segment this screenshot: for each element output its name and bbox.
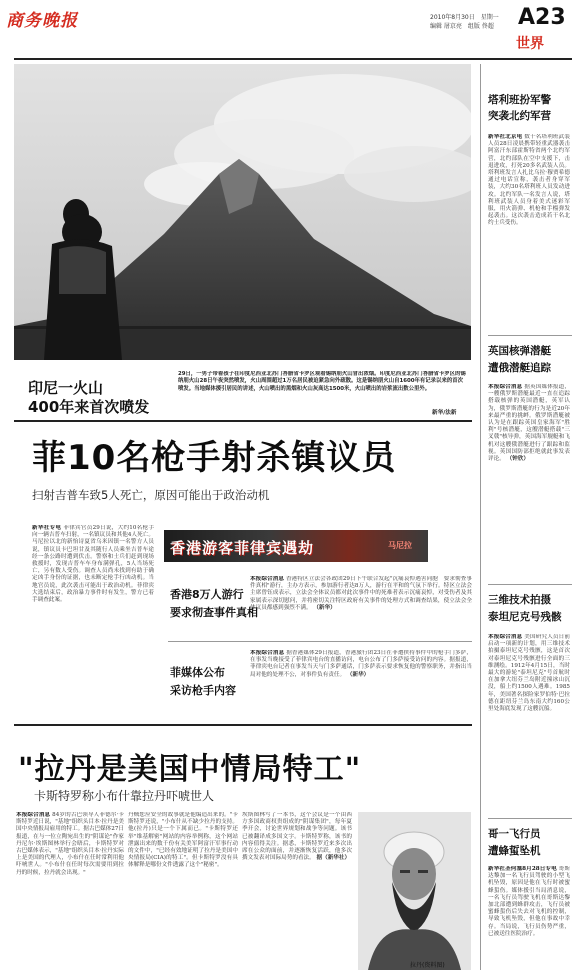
titanic-headline-2: 泰坦尼克号残骸 bbox=[488, 611, 562, 623]
submarine-headline-1: 英国核弹潜艇 bbox=[488, 345, 551, 357]
binladen-col1-text: 84岁的古巴领导人菲德尔·卡斯特罗近日说，"基地"组织头目本·拉丹是美国中央情报局雇用的特工。据古巴媒体27日报道，在与一位立陶宛出生的"阴谋论"作家丹尼尔·埃斯图林举行会晤后，卡斯特罗对古巴媒体表示，"基地"组织头目本·拉丹实际上是美国的代理人，小布什在任时常利用他吓唬世人。"小布什在任时每次需要用到拉丹的时候，拉丹就会出现。" bbox=[16, 812, 124, 876]
media-credit: （新华） bbox=[346, 671, 370, 678]
hk-parade-headline-2: 要求彻查事件真相 bbox=[170, 606, 258, 619]
taliban-headline-1: 塔利班扮军警 bbox=[488, 94, 551, 106]
bee-headline-2: 遭蜂蜇坠机 bbox=[488, 845, 541, 857]
binladen-photo bbox=[358, 812, 471, 970]
submarine-headline-2: 遭俄潜艇追踪 bbox=[488, 362, 551, 374]
masthead bbox=[0, 0, 580, 50]
hk-parade-lead: 本报综合消息 bbox=[250, 576, 285, 582]
media-lead: 本报综合消息 bbox=[250, 650, 285, 656]
submarine-lead: 本报综合消息 bbox=[488, 384, 523, 390]
right-divider-3 bbox=[488, 818, 572, 819]
divider-1 bbox=[14, 420, 472, 422]
editor-line: 编辑 屠京亮 组版 佟超 bbox=[430, 23, 494, 30]
submarine-body-text: 据英国媒体报道，一艘俄罗斯潜艇最近一直在追踪搭载核弹的英国潜艇，英军认为，俄罗斯潜艇的行为是近20年来最严重的挑衅。俄罗斯潜艇被认为是在跟踪英国皇家海军"胜利"号核潜艇，这艘潜艇搭载"三叉戟"核导弹，英国海军舰艇和飞机对这艘俄潜艇进行了跟踪和监视。英国国防部拒绝就此事发表评论。 bbox=[488, 384, 570, 463]
hk-banner-text: 香港游客菲律宾遇劫 bbox=[170, 539, 315, 557]
binladen-col1 bbox=[16, 812, 124, 972]
media-body-text: 据香港媒体29日报道，香港旅行团23日在菲遭挟持事件中的枪手门多萨，在事发当晚接受了菲律宾电台的直播访问，电台公布了门多萨接受访问的内容。据报道，菲律宾电台记者在事发当天与门多萨通话，门多萨表示要求恢复他的警察职务，并指出当局对他的处理不公，对事件负有责任。 bbox=[250, 650, 472, 678]
submarine-body bbox=[488, 384, 570, 578]
right-divider-1 bbox=[488, 335, 572, 336]
media-headline-1: 菲媒体公布 bbox=[170, 666, 225, 679]
hk-parade-body bbox=[250, 576, 472, 636]
volcano-image bbox=[14, 64, 471, 360]
binladen-photo-credit: 拉丹(资料图) bbox=[410, 962, 445, 969]
section-label: 世界 bbox=[516, 36, 544, 52]
binladen-portrait bbox=[358, 812, 471, 970]
hk-parade-body-text: 香港特区立法会各政团29日下午联合发起"沉痛哀悼遇害同胞 要求彻查事件真相"游行，主办方表示，参加游行者达8万人，游行在平和的气氛下举行。特区立法会主席曾钰成表示，立法会全体议员都对此次事件中的死难者表示沉痛哀悼，对受伤者及其家属表示深切慰问，并将密切关注特区政府有关事件的处理方式和调查结果，使立法会全体议员都感到强烈不满。 bbox=[250, 576, 472, 611]
right-column-divider bbox=[480, 64, 481, 970]
volcano-photo bbox=[14, 64, 471, 360]
hk-banner-sub: 马尼拉 bbox=[388, 541, 412, 550]
philippines-subhead: 扫射吉普车致5人死亡，原因可能出于政治动机 bbox=[32, 488, 270, 502]
media-body bbox=[250, 650, 472, 716]
philippines-body bbox=[32, 525, 154, 713]
volcano-headline-1: 印尼一火山 bbox=[28, 379, 104, 397]
right-divider-2 bbox=[488, 584, 572, 585]
titanic-headline-1: 三维技术拍摄 bbox=[488, 594, 551, 606]
binladen-col3-text: 埃斯图林写了一本书，这个会议是一个由西方多国政商权贵组成的"阴谋集团"，每年夏季开会，讨论世界规划和战争等问题。该书已被翻译成多国文字。卡斯特罗称，该书的内容值得关注。据悉，卡斯特罗近来多次出席在公众的面前，并逐渐恢复活跃，他多次撰文发表对国际局势的看法。 bbox=[242, 812, 352, 862]
masthead-logo: 商务晚报 bbox=[6, 11, 78, 31]
masthead-rule bbox=[14, 58, 572, 60]
philippines-headline: 菲10名枪手射杀镇议员 bbox=[32, 438, 397, 478]
titanic-body bbox=[488, 634, 570, 812]
bee-lead: 新华社圣何塞8月28日专电 bbox=[488, 866, 557, 872]
divider-hk bbox=[168, 641, 472, 642]
divider-2 bbox=[14, 724, 472, 726]
date-line: 2010年8月30日 星期一 bbox=[430, 14, 499, 21]
hk-parade-headline-1: 香港8万人游行 bbox=[170, 588, 244, 601]
media-headline-2: 采访枪手内容 bbox=[170, 684, 236, 697]
bee-body-text: 哥斯达黎加一名飞行员驾驶的小型飞机坠毁，原因是他在飞行时被蜜蜂蜇伤。媒体援引当局消息说，一名飞行员驾驶飞机在哥斯达黎加北部遭到蜂群攻击，飞行员被蜜蜂蜇伤后失去对飞机的控制，导致飞机坠毁，但他在事故中幸存。当局说，飞行员伤势严重，已被送往医院治疗。 bbox=[488, 866, 570, 937]
bee-body bbox=[488, 866, 570, 970]
taliban-body bbox=[488, 134, 570, 330]
binladen-col3 bbox=[242, 812, 352, 972]
page-number: A23 bbox=[518, 5, 566, 30]
binladen-col2: 丹贼您应安全的故事就是他编造出来的。"卡斯特罗还说，"小布什从不缺少拉丹的支持。他(拉丹)只是一个下属而已。"卡斯特罗还举"维基解密"网站的内容举例称，这个网站泄露出来的数千份有关美军阿富汗军事行动的文件中，"已经有效地证明了拉丹是美国中央情报局(CIA)的特工"。但卡斯特罗没有具体解释是哪份文件透露了这个"秘密"。 bbox=[128, 812, 238, 869]
binladen-credit: 据（新华社） bbox=[316, 855, 351, 862]
hk-parade-credit: （新华） bbox=[313, 604, 336, 611]
taliban-lead: 新华社北京电 bbox=[488, 134, 523, 140]
titanic-body-text: 美国研究人员日前启动一项新的计划，用三维技术拍摄泰坦尼克号残骸，这是首次对泰坦尼克号残骸进行全面的三维测绘。1912年4月15日，当时最大的游轮"泰坦尼克"号首航时在加拿大纽芬兰岛附近撞冰山沉没，船上约1500人遇难。1985年，美国著名探险家罗伯特·巴拉德在距纽芬兰岛东南大约160公里处海底发现了这艘沉船。 bbox=[488, 634, 570, 713]
binladen-headline: "拉丹是美国中情局特工" bbox=[18, 752, 362, 787]
binladen-subhead: 卡斯特罗称小布什靠拉丹吓唬世人 bbox=[34, 789, 215, 803]
volcano-caption: 29日，一男子带着孩子在印度尼西亚北苏门答腊省卡罗区观看锡纳朋火山冒出浓烟。印度尼西亚北苏门答腊省卡罗区的锡纳朋火山28日午夜突然喷发，火山周围超过1万名居民被迫紧急向外疏散。这是锡纳朋火山自1600年有记录以来的首次喷发。当地媒体援引居民的讲述，火山喷出的黑烟和火山灰高达1500米，火山喷出的岩浆流出数公里外。 bbox=[178, 371, 466, 392]
hk-banner bbox=[164, 530, 428, 562]
taliban-body-text: 数十名塔利班武装人员28日凌晨携带轻重武器袭击阿富汗东部霍斯特省两个北约军营，北约部队在空中支援下，击退进攻，打死20多名武装人员。塔利班发言人扎比乌拉·穆贾希德通过电话宣称，袭击者身穿军装，大约30名塔利班人员发动进攻。北约军队一名发言人说，塔利班武装人员身着美式迷彩军服，用火箭弹、机枪和手榴弹发起袭击。这次袭击造成若干名北约士兵受伤。 bbox=[488, 134, 570, 227]
titanic-lead: 本报综合消息 bbox=[488, 634, 523, 640]
volcano-credit: 新华/法新 bbox=[432, 410, 457, 416]
submarine-credit: （钟欣） bbox=[506, 456, 529, 463]
binladen-lead: 本报综合消息 bbox=[16, 812, 51, 818]
taliban-headline-2: 突袭北约军营 bbox=[488, 110, 551, 122]
volcano-headline-2: 400年来首次喷发 bbox=[28, 398, 150, 416]
philippines-lead: 新华社专电 bbox=[32, 525, 62, 531]
bee-headline-1: 哥一飞行员 bbox=[488, 828, 541, 840]
philippines-body-text: 菲律宾官员29日说，大约10名枪手向一辆吉普车扫射，一名镇议员和其他4人死亡。马尼拉以北的新怡诗夏省乌米因镇一名警方人员说，镇议员卡巴坦甘及其随行人员乘坐吉普车途经一条公路时遭到伏击。警察和士兵们赶到现场救援时，发现吉普车车身布满弹孔，5人当场死亡，另有数人受伤。调查人员尚未找到有助于确定凶手身份的证据，也未断定枪手行凶动机。当地官员说，此次袭击可能出于政治动机。菲律宾大选结束后，政治暴力事件时有发生，警方已着手调查此案。 bbox=[32, 525, 154, 604]
